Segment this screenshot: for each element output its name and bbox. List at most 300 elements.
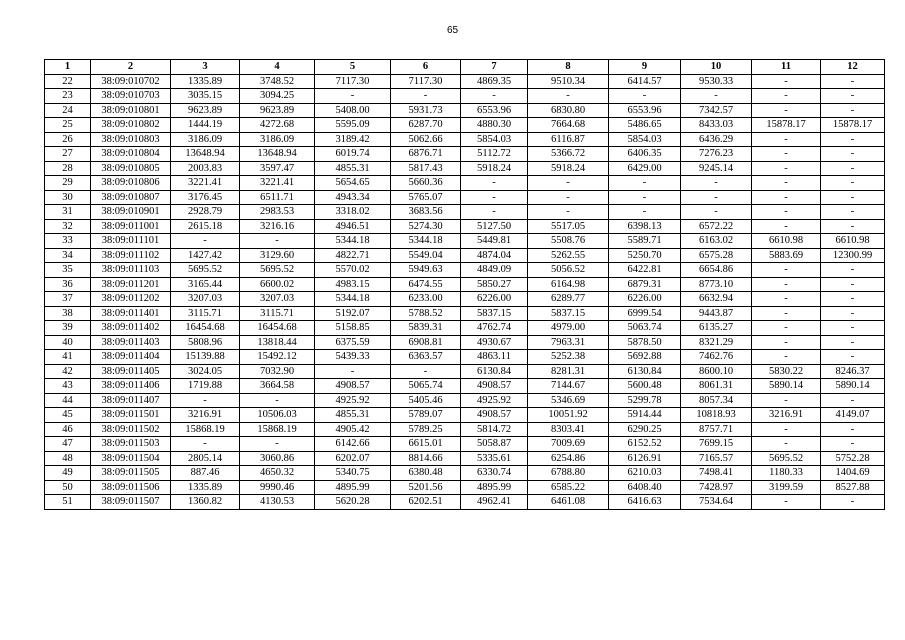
table-cell: 38:09:011501 <box>91 408 171 423</box>
table-cell: 6654.86 <box>681 263 752 278</box>
table-cell: 5158.85 <box>315 321 391 336</box>
table-cell: 27 <box>45 147 91 162</box>
table-cell: - <box>821 321 885 336</box>
table-cell: - <box>171 437 240 452</box>
table-cell: 3024.05 <box>171 364 240 379</box>
table-cell: 6254.86 <box>528 451 609 466</box>
table-cell: 6879.31 <box>609 277 681 292</box>
table-cell: 38:09:011504 <box>91 451 171 466</box>
table-cell: - <box>681 205 752 220</box>
table-cell: 31 <box>45 205 91 220</box>
table-cell: - <box>752 219 821 234</box>
table-cell: 38:09:010804 <box>91 147 171 162</box>
table-cell: 6233.00 <box>391 292 461 307</box>
table-cell: 38 <box>45 306 91 321</box>
table-cell: - <box>821 350 885 365</box>
table-cell: 4762.74 <box>461 321 528 336</box>
table-cell: 4874.04 <box>461 248 528 263</box>
table-cell: 5252.38 <box>528 350 609 365</box>
table-cell: - <box>609 176 681 191</box>
table-cell: 7664.68 <box>528 118 609 133</box>
table-cell: 3176.45 <box>171 190 240 205</box>
table-cell: 7342.57 <box>681 103 752 118</box>
table-cell: 5620.28 <box>315 495 391 510</box>
table-cell: - <box>609 205 681 220</box>
table-cell: 6290.25 <box>609 422 681 437</box>
table-cell: 3035.15 <box>171 89 240 104</box>
table-cell: 5201.56 <box>391 480 461 495</box>
table-cell: 5274.30 <box>391 219 461 234</box>
table-cell: - <box>681 89 752 104</box>
table-cell: 1404.69 <box>821 466 885 481</box>
page-number: 65 <box>446 25 459 36</box>
table-cell: 4925.92 <box>315 393 391 408</box>
table-cell: - <box>681 190 752 205</box>
table-cell: - <box>752 147 821 162</box>
table-cell: 6142.66 <box>315 437 391 452</box>
table-cell: 5192.07 <box>315 306 391 321</box>
table-cell: 6615.01 <box>391 437 461 452</box>
table-cell: 15868.19 <box>240 422 315 437</box>
table-cell: 3199.59 <box>752 480 821 495</box>
table-cell: 4895.99 <box>315 480 391 495</box>
table-header <box>45 60 885 75</box>
table-cell: 34 <box>45 248 91 263</box>
data-table <box>44 59 885 510</box>
table-cell: 5878.50 <box>609 335 681 350</box>
table-cell: 5918.24 <box>461 161 528 176</box>
table-cell: - <box>821 306 885 321</box>
table-cell: 42 <box>45 364 91 379</box>
table-cell: 33 <box>45 234 91 249</box>
table-cell: 45 <box>45 408 91 423</box>
table-cell: - <box>240 234 315 249</box>
table-cell: 5299.78 <box>609 393 681 408</box>
table-cell: 6408.40 <box>609 480 681 495</box>
table-cell: - <box>752 393 821 408</box>
table-row <box>45 306 885 321</box>
table-cell: 6830.80 <box>528 103 609 118</box>
table-cell: 5789.25 <box>391 422 461 437</box>
table-cell: - <box>752 292 821 307</box>
table-cell: 887.46 <box>171 466 240 481</box>
table-cell: 5695.52 <box>752 451 821 466</box>
table-cell: 5056.52 <box>528 263 609 278</box>
table-cell: 7462.76 <box>681 350 752 365</box>
table-cell: 7117.30 <box>391 74 461 89</box>
table-cell: 37 <box>45 292 91 307</box>
table-cell: 5830.22 <box>752 364 821 379</box>
table-cell: 2983.53 <box>240 205 315 220</box>
table-cell: 38:09:011401 <box>91 306 171 321</box>
table-cell: 4930.67 <box>461 335 528 350</box>
table-cell: - <box>821 147 885 162</box>
table-cell: 1427.42 <box>171 248 240 263</box>
table-cell: 3216.16 <box>240 219 315 234</box>
table-cell: 38:09:010801 <box>91 103 171 118</box>
table-cell: 26 <box>45 132 91 147</box>
table-cell: 41 <box>45 350 91 365</box>
table-cell: - <box>528 176 609 191</box>
table-cell: 8281.31 <box>528 364 609 379</box>
table-cell: 38:09:011506 <box>91 480 171 495</box>
table-cell: 32 <box>45 219 91 234</box>
table-cell: - <box>821 132 885 147</box>
column-header-2: 2 <box>91 60 171 75</box>
table-cell: 5344.18 <box>315 292 391 307</box>
table-row <box>45 248 885 263</box>
table-cell: 5340.75 <box>315 466 391 481</box>
table-cell: 5486.65 <box>609 118 681 133</box>
table-cell: 6572.22 <box>681 219 752 234</box>
table-cell: 5346.69 <box>528 393 609 408</box>
table-cell: 3216.91 <box>171 408 240 423</box>
header-row <box>45 60 885 75</box>
table-cell: 6436.29 <box>681 132 752 147</box>
table-cell: 9510.34 <box>528 74 609 89</box>
table-cell: 25 <box>45 118 91 133</box>
table-cell: 9623.89 <box>240 103 315 118</box>
table-cell: 24 <box>45 103 91 118</box>
table-cell: 6202.51 <box>391 495 461 510</box>
table-cell: - <box>391 364 461 379</box>
table-cell: 5817.43 <box>391 161 461 176</box>
table-cell: 5439.33 <box>315 350 391 365</box>
table-cell: 6126.91 <box>609 451 681 466</box>
table-cell: 6406.35 <box>609 147 681 162</box>
table-cell: 15868.19 <box>171 422 240 437</box>
table-cell: 1444.19 <box>171 118 240 133</box>
table-cell: 51 <box>45 495 91 510</box>
column-header-1: 1 <box>45 60 91 75</box>
table-cell: 5405.46 <box>391 393 461 408</box>
table-row <box>45 437 885 452</box>
column-header-5: 5 <box>315 60 391 75</box>
table-cell: 5058.87 <box>461 437 528 452</box>
table-cell: 3165.44 <box>171 277 240 292</box>
table-cell: 7534.64 <box>681 495 752 510</box>
column-header-9: 9 <box>609 60 681 75</box>
table-cell: - <box>240 393 315 408</box>
table-cell: - <box>821 219 885 234</box>
table-cell: 38:09:011103 <box>91 263 171 278</box>
table-cell: 5837.15 <box>528 306 609 321</box>
table-cell: 5695.52 <box>240 263 315 278</box>
column-header-8: 8 <box>528 60 609 75</box>
table-cell: - <box>821 393 885 408</box>
table-cell: 38:09:011507 <box>91 495 171 510</box>
table-cell: 5517.05 <box>528 219 609 234</box>
table-cell: 38:09:011102 <box>91 248 171 263</box>
table-cell: 38:09:010803 <box>91 132 171 147</box>
table-cell: 5508.76 <box>528 234 609 249</box>
table-cell: 6226.00 <box>461 292 528 307</box>
table-cell: 5063.74 <box>609 321 681 336</box>
table-cell: 1360.82 <box>171 495 240 510</box>
table-cell: 38:09:011201 <box>91 277 171 292</box>
table-cell: 2805.14 <box>171 451 240 466</box>
table-cell: 6330.74 <box>461 466 528 481</box>
table-cell: 6414.57 <box>609 74 681 89</box>
table-cell: 5949.63 <box>391 263 461 278</box>
table-cell: 1180.33 <box>752 466 821 481</box>
table-cell: 4869.35 <box>461 74 528 89</box>
table-cell: 4908.57 <box>461 379 528 394</box>
table-cell: 5695.52 <box>171 263 240 278</box>
table-row <box>45 205 885 220</box>
table-cell: - <box>821 277 885 292</box>
column-header-3: 3 <box>171 60 240 75</box>
table-cell: 38:09:011402 <box>91 321 171 336</box>
table-cell: 47 <box>45 437 91 452</box>
table-cell: - <box>821 161 885 176</box>
table-row <box>45 74 885 89</box>
table-cell: 6116.87 <box>528 132 609 147</box>
table-cell: 8600.10 <box>681 364 752 379</box>
table-cell: 7117.30 <box>315 74 391 89</box>
table-cell: 5883.69 <box>752 248 821 263</box>
table-cell: 6210.03 <box>609 466 681 481</box>
table-cell: 6363.57 <box>391 350 461 365</box>
table-cell: 6019.74 <box>315 147 391 162</box>
table-cell: 4863.11 <box>461 350 528 365</box>
table-cell: - <box>752 321 821 336</box>
table-cell: 6422.81 <box>609 263 681 278</box>
table-cell: 6380.48 <box>391 466 461 481</box>
table-cell: - <box>315 89 391 104</box>
table-row <box>45 422 885 437</box>
table-cell: - <box>171 234 240 249</box>
table-cell: 4149.07 <box>821 408 885 423</box>
table-cell: 3318.02 <box>315 205 391 220</box>
table-cell: - <box>528 205 609 220</box>
table-cell: 5788.52 <box>391 306 461 321</box>
table-cell: 5065.74 <box>391 379 461 394</box>
table-cell: 38:09:011407 <box>91 393 171 408</box>
table-cell: 38:09:011202 <box>91 292 171 307</box>
table-cell: 10818.93 <box>681 408 752 423</box>
table-cell: 6908.81 <box>391 335 461 350</box>
table-cell: 9990.46 <box>240 480 315 495</box>
table-cell: - <box>821 89 885 104</box>
table-row <box>45 321 885 336</box>
table-cell: 1335.89 <box>171 74 240 89</box>
table-cell: 5839.31 <box>391 321 461 336</box>
table-cell: 6202.07 <box>315 451 391 466</box>
table-cell: - <box>752 422 821 437</box>
table-cell: 5250.70 <box>609 248 681 263</box>
table-cell: 5914.44 <box>609 408 681 423</box>
table-cell: 6461.08 <box>528 495 609 510</box>
table-cell: 38:09:010702 <box>91 74 171 89</box>
table-cell: 3207.03 <box>240 292 315 307</box>
table-row <box>45 118 885 133</box>
table-cell: 3683.56 <box>391 205 461 220</box>
table-cell: 5062.66 <box>391 132 461 147</box>
table-cell: - <box>752 176 821 191</box>
table-cell: 13648.94 <box>171 147 240 162</box>
table-cell: 29 <box>45 176 91 191</box>
table-cell: 35 <box>45 263 91 278</box>
table-cell: 10051.92 <box>528 408 609 423</box>
table-cell: 50 <box>45 480 91 495</box>
table-cell: 5408.00 <box>315 103 391 118</box>
table-cell: 38:09:011502 <box>91 422 171 437</box>
table-cell: 4855.31 <box>315 161 391 176</box>
table-cell: 9443.87 <box>681 306 752 321</box>
table-cell: 6429.00 <box>609 161 681 176</box>
table-cell: - <box>821 495 885 510</box>
table-row <box>45 292 885 307</box>
table-cell: 3664.58 <box>240 379 315 394</box>
table-cell: 4905.42 <box>315 422 391 437</box>
table-cell: 38:09:011405 <box>91 364 171 379</box>
table-cell: 5752.28 <box>821 451 885 466</box>
table-cell: 13818.44 <box>240 335 315 350</box>
table-cell: 3597.47 <box>240 161 315 176</box>
table-row <box>45 277 885 292</box>
table-cell: - <box>752 263 821 278</box>
table-cell: 5570.02 <box>315 263 391 278</box>
column-header-11: 11 <box>752 60 821 75</box>
table-cell: 6164.98 <box>528 277 609 292</box>
table-cell: 6130.84 <box>461 364 528 379</box>
table-cell: 6163.02 <box>681 234 752 249</box>
table-cell: 38:09:010805 <box>91 161 171 176</box>
table-cell: - <box>752 495 821 510</box>
table-cell: - <box>752 277 821 292</box>
table-row <box>45 408 885 423</box>
table-cell: 8757.71 <box>681 422 752 437</box>
table-cell: - <box>821 263 885 278</box>
table-cell: 5589.71 <box>609 234 681 249</box>
table-cell: 5335.61 <box>461 451 528 466</box>
table-cell: - <box>391 89 461 104</box>
table-cell: 3129.60 <box>240 248 315 263</box>
table-row <box>45 466 885 481</box>
table-row <box>45 161 885 176</box>
table-cell: - <box>752 103 821 118</box>
table-cell: 5127.50 <box>461 219 528 234</box>
table-cell: 7699.15 <box>681 437 752 452</box>
table-cell: 4855.31 <box>315 408 391 423</box>
table-cell: 6474.55 <box>391 277 461 292</box>
table-cell: - <box>609 190 681 205</box>
table-row <box>45 263 885 278</box>
table-cell: 38:09:010806 <box>91 176 171 191</box>
table-cell: - <box>752 306 821 321</box>
table-cell: 1719.88 <box>171 379 240 394</box>
table-cell: - <box>821 205 885 220</box>
table-cell: - <box>821 292 885 307</box>
table-cell: 38:09:010802 <box>91 118 171 133</box>
table-cell: 5600.48 <box>609 379 681 394</box>
table-row <box>45 393 885 408</box>
table-cell: 9623.89 <box>171 103 240 118</box>
table-cell: - <box>821 176 885 191</box>
table-cell: 15139.88 <box>171 350 240 365</box>
table-row <box>45 234 885 249</box>
table-cell: - <box>461 176 528 191</box>
table-cell: 5890.14 <box>821 379 885 394</box>
table-cell: 4946.51 <box>315 219 391 234</box>
table-cell: 4908.57 <box>461 408 528 423</box>
table-cell: 38:09:011404 <box>91 350 171 365</box>
table-cell: 3221.41 <box>171 176 240 191</box>
table-cell: - <box>752 161 821 176</box>
table-cell: - <box>461 190 528 205</box>
table-cell: 6575.28 <box>681 248 752 263</box>
table-cell: 5549.04 <box>391 248 461 263</box>
table-cell: 39 <box>45 321 91 336</box>
table-cell: 8321.29 <box>681 335 752 350</box>
table-row <box>45 350 885 365</box>
table-cell: 8527.88 <box>821 480 885 495</box>
table-cell: 8057.34 <box>681 393 752 408</box>
table-cell: 8773.10 <box>681 277 752 292</box>
table-cell: 5595.09 <box>315 118 391 133</box>
table-cell: 38:09:011001 <box>91 219 171 234</box>
table-cell: 4943.34 <box>315 190 391 205</box>
table-cell: 6130.84 <box>609 364 681 379</box>
table-cell: 8814.66 <box>391 451 461 466</box>
table-cell: 38:09:011403 <box>91 335 171 350</box>
table-cell: 23 <box>45 89 91 104</box>
table-cell: 5931.73 <box>391 103 461 118</box>
table-row <box>45 495 885 510</box>
table-cell: 5850.27 <box>461 277 528 292</box>
table-cell: 3216.91 <box>752 408 821 423</box>
table-cell: 4849.09 <box>461 263 528 278</box>
table-cell: 3115.71 <box>171 306 240 321</box>
table-cell: 38:09:011101 <box>91 234 171 249</box>
table-cell: 4925.92 <box>461 393 528 408</box>
table-cell: 5692.88 <box>609 350 681 365</box>
table-cell: - <box>681 176 752 191</box>
table-cell: 8246.37 <box>821 364 885 379</box>
table-cell: - <box>821 74 885 89</box>
table-row <box>45 480 885 495</box>
table-row <box>45 379 885 394</box>
table-cell: 5890.14 <box>752 379 821 394</box>
table-cell: 5814.72 <box>461 422 528 437</box>
table-cell: 6788.80 <box>528 466 609 481</box>
table-cell: - <box>752 74 821 89</box>
table-cell: - <box>752 89 821 104</box>
table-cell: 3060.86 <box>240 451 315 466</box>
table-cell: 38:09:010807 <box>91 190 171 205</box>
table-cell: 3115.71 <box>240 306 315 321</box>
table-row <box>45 132 885 147</box>
table-cell: 3748.52 <box>240 74 315 89</box>
table-cell: 6289.77 <box>528 292 609 307</box>
table-row <box>45 147 885 162</box>
table-cell: 12300.99 <box>821 248 885 263</box>
table-cell: - <box>752 132 821 147</box>
column-header-12: 12 <box>821 60 885 75</box>
table-cell: 6416.63 <box>609 495 681 510</box>
column-header-7: 7 <box>461 60 528 75</box>
table-cell: 6999.54 <box>609 306 681 321</box>
table-cell: 6610.98 <box>821 234 885 249</box>
table-cell: 15492.12 <box>240 350 315 365</box>
table-cell: 3189.42 <box>315 132 391 147</box>
table-cell: 5449.81 <box>461 234 528 249</box>
table-cell: 15878.17 <box>821 118 885 133</box>
table-cell: 5854.03 <box>609 132 681 147</box>
table-cell: 5808.96 <box>171 335 240 350</box>
table-cell: 38:09:010703 <box>91 89 171 104</box>
